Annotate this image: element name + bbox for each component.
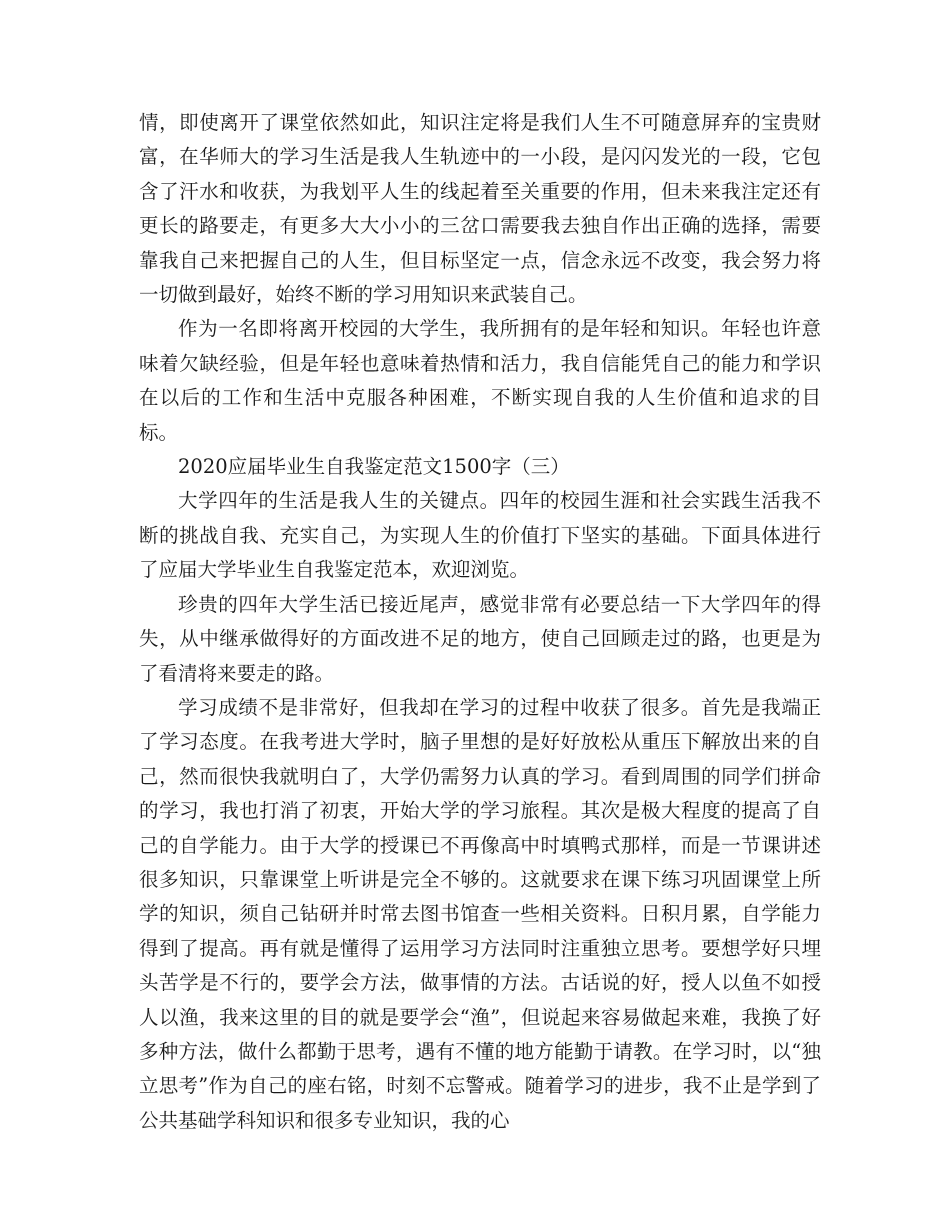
paragraph-youth-knowledge: 作为一名即将离开校园的大学生，我所拥有的是年轻和知识。年轻也许意味着欠缺经验，但是年轻也意味着热情和活力，我自信能凭自己的能力和学识在以后的工作和生活中克服各种困难，不断实现自我的人生价值和追求的目标。: [139, 317, 821, 444]
paragraph-four-years: 大学四年的生活是我人生的关键点。四年的校园生涯和社会实践生活我不断的挑战自我、充实自己，为实现人生的价值打下坚实的基础。下面具体进行了应届大学毕业生自我鉴定范本，欢迎浏览。: [139, 489, 821, 582]
paragraph-continuation: 情，即使离开了课堂依然如此，知识注定将是我们人生不可随意屏弃的宝贵财富，在华师大的学习生活是我人生轨迹中的一小段，是闪闪发光的一段，它包含了汗水和收获，为我划平人生的线起着至关重要的作用，但未来我注定还有更长的路要走，有更多大大小小的三岔口需要我去独自作出正确的选择，需要靠我自己来把握自己的人生，但目标坚定一点，信念永远不改变，我会努力将一切做到最好，始终不断的学习用知识来武装自己。: [139, 111, 821, 307]
document-body: [139, 106, 821, 1138]
paragraph-summary: 珍贵的四年大学生活已接近尾声，感觉非常有必要总结一下大学四年的得失，从中继承做得好的方面改进不足的地方，使自己回顾走过的路，也更是为了看清将来要走的路。: [139, 592, 821, 685]
section-heading: 2020应届毕业生自我鉴定范文1500字（三）: [178, 455, 570, 479]
paragraph-study: 学习成绩不是非常好，但我却在学习的过程中收获了很多。首先是我端正了学习态度。在我考进大学时，脑子里想的是好好放松从重压下解放出来的自己，然而很快我就明白了，大学仍需努力认真的学习。看到周围的同学们拼命的学习，我也打消了初衷，开始大学的学习旅程。其次是极大程度的提高了自己的自学能力。由于大学的授课已不再像高中时填鸭式那样，而是一节课讲述很多知识，只靠课堂上听讲是完全不够的。这就要求在课下练习巩固课堂上所学的知识，须自己钻研并时常去图书馆查一些相关资料。日积月累，自学能力得到了提高。再有就是懂得了运用学习方法同时注重独立思考。要想学好只埋头苦学是不行的，要学会方法，做事情的方法。古话说的好，授人以鱼不如授人以渔，我来这里的目的就是要学会“渔”，但说起来容易做起来难，我换了好多种方法，做什么都勤于思考，遇有不懂的地方能勤于请教。在学习时，以“独立思考”作为自己的座右铭，时刻不忘警戒。随着学习的进步，我不止是学到了公共基础学科知识和很多专业知识，我的心: [139, 695, 821, 1132]
